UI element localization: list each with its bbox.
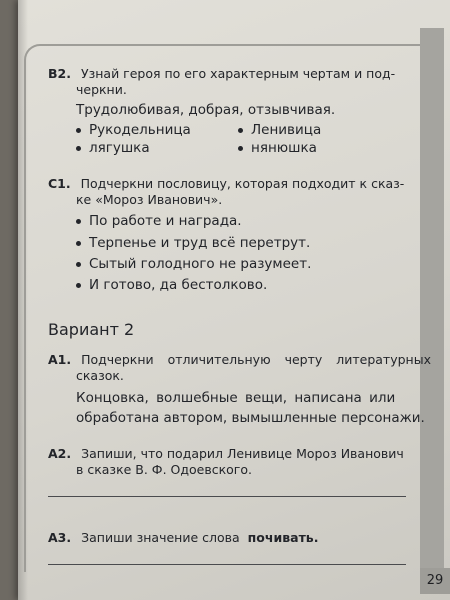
a1-question xyxy=(48,352,431,368)
a1-answer-line2: обработана автором, вымышленные персонажи. xyxy=(76,410,425,426)
a1-line1: Подчеркни отличительную черту литературных xyxy=(81,352,431,367)
c1-proverb-text: И готово, да бестолково. xyxy=(89,277,268,293)
bullet-icon xyxy=(76,241,81,246)
b2-question xyxy=(48,66,395,82)
b2-option-4 xyxy=(238,140,317,156)
c1-proverb-text: По работе и награда. xyxy=(89,213,242,229)
a2-line2: в сказке В. Ф. Одоевского. xyxy=(76,462,252,477)
bullet-icon xyxy=(76,146,81,151)
b2-option-label: лягушка xyxy=(89,140,150,156)
a1-label: A1. xyxy=(48,352,72,367)
a2-question xyxy=(48,446,404,462)
page-number: 29 xyxy=(420,568,450,594)
b2-option-label: Рукодельница xyxy=(89,122,191,138)
bullet-icon xyxy=(76,128,81,133)
a1-line2: сказок. xyxy=(76,368,124,383)
bullet-icon xyxy=(76,262,81,267)
bullet-icon xyxy=(238,128,243,133)
a3-label: A3. xyxy=(48,530,72,545)
a2-label: A2. xyxy=(48,446,72,461)
b2-option-1 xyxy=(76,122,191,138)
c1-proverb-1 xyxy=(76,213,242,229)
a3-question xyxy=(48,530,318,546)
b2-option-2 xyxy=(238,122,321,138)
b2-label: B2. xyxy=(48,66,71,81)
a1-answer-line1: Концовка, волшебные вещи, написана или xyxy=(76,390,396,406)
side-stripe xyxy=(420,28,444,568)
c1-proverb-text: Терпенье и труд всё перетрут. xyxy=(89,235,311,251)
c1-question xyxy=(48,176,404,192)
a3-answer-line[interactable] xyxy=(48,564,406,565)
c1-line1: Подчеркни пословицу, которая подходит к сказ- xyxy=(80,176,405,191)
a3-word: почивать. xyxy=(247,530,319,545)
a3-text: Запиши значение слова xyxy=(81,530,240,545)
a2-answer-line[interactable] xyxy=(48,496,406,497)
c1-proverb-text: Сытый голодного не разумеет. xyxy=(89,256,312,272)
a2-line1: Запиши, что подарил Ленивице Мороз Иванович xyxy=(81,446,404,461)
b2-line1: Узнай героя по его характерным чертам и под- xyxy=(80,66,396,81)
bullet-icon xyxy=(238,146,243,151)
b2-traits: Трудолюбивая, добрая, отзывчивая. xyxy=(76,102,336,118)
c1-proverb-2 xyxy=(76,235,310,251)
bullet-icon xyxy=(76,283,81,288)
b2-line2: черкни. xyxy=(76,82,127,97)
c1-proverb-4 xyxy=(76,277,267,293)
bullet-icon xyxy=(76,219,81,224)
b2-option-label: нянюшка xyxy=(251,140,317,156)
c1-proverb-3 xyxy=(76,256,311,272)
c1-line2: ке «Мороз Иванович». xyxy=(76,192,223,207)
c1-label: C1. xyxy=(48,176,71,191)
b2-option-label: Ленивица xyxy=(251,122,322,138)
b2-option-3 xyxy=(76,140,150,156)
variant-title: Вариант 2 xyxy=(48,320,135,339)
